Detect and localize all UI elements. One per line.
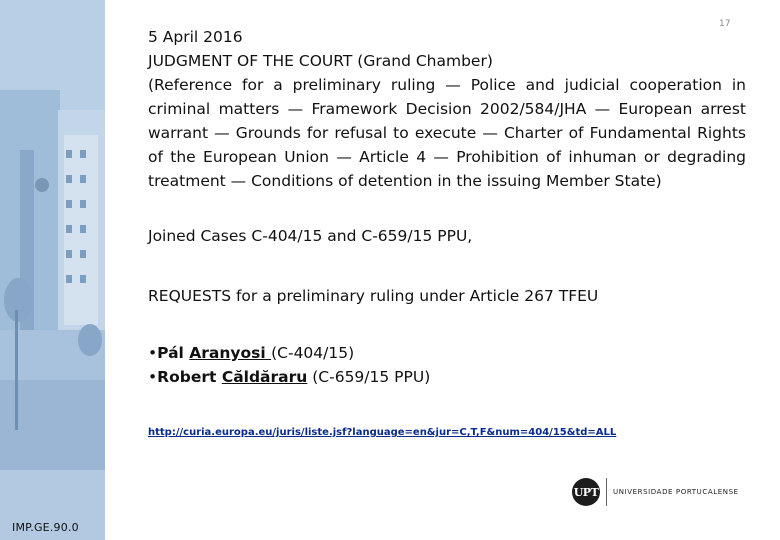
university-logo [572, 477, 739, 507]
page-number: 17 [719, 19, 731, 29]
university-name: UNIVERSIDADE PORTUCALENSE [606, 478, 739, 506]
upt-logo-icon: UPT [572, 478, 600, 506]
joined-cases: Joined Cases C‑404/15 and C‑659/15 PPU, [148, 227, 473, 245]
bullet-marker: • [148, 344, 158, 362]
document-code: IMP.GE.90.0 [12, 521, 79, 534]
slide-content [148, 25, 746, 445]
judgment-heading: JUDGMENT OF THE COURT (Grand Chamber) [148, 52, 493, 70]
judgment-date: 5 April 2016 [148, 28, 243, 46]
judgment-reference: (Reference for a preliminary ruling — Police and judicial cooperation in criminal matters — Framework Decision 2002/584/JHA — European arrest warrant — Grounds for refusal to execute — Charter of Fundamental Rights of the European Union — Article 4 — Prohibition of inhuman or degrading treatment — Conditions of detention in the issuing Member State) [148, 76, 746, 190]
preliminary-ruling-requests: REQUESTS for a preliminary ruling under Article 267 TFEU [148, 287, 599, 305]
building-illustration [0, 0, 105, 540]
bullet-marker: • [148, 368, 158, 386]
party-item [148, 365, 746, 389]
party-surname-second: Căldăraru [221, 368, 308, 386]
curia-case-link[interactable]: http://curia.europa.eu/juris/liste.jsf?language=en&jur=C,T,F&num=404/15&td=ALL [148, 427, 617, 438]
party-surname-first: Aranyosi [189, 344, 272, 362]
decorative-building-photo [0, 0, 105, 540]
party-name-first: Pál [157, 344, 190, 362]
party-detail: (C‑404/15) [271, 344, 355, 362]
party-item [148, 341, 746, 365]
party-detail: (C‑659/15 PPU) [307, 368, 431, 386]
party-name-second: Robert [157, 368, 222, 386]
